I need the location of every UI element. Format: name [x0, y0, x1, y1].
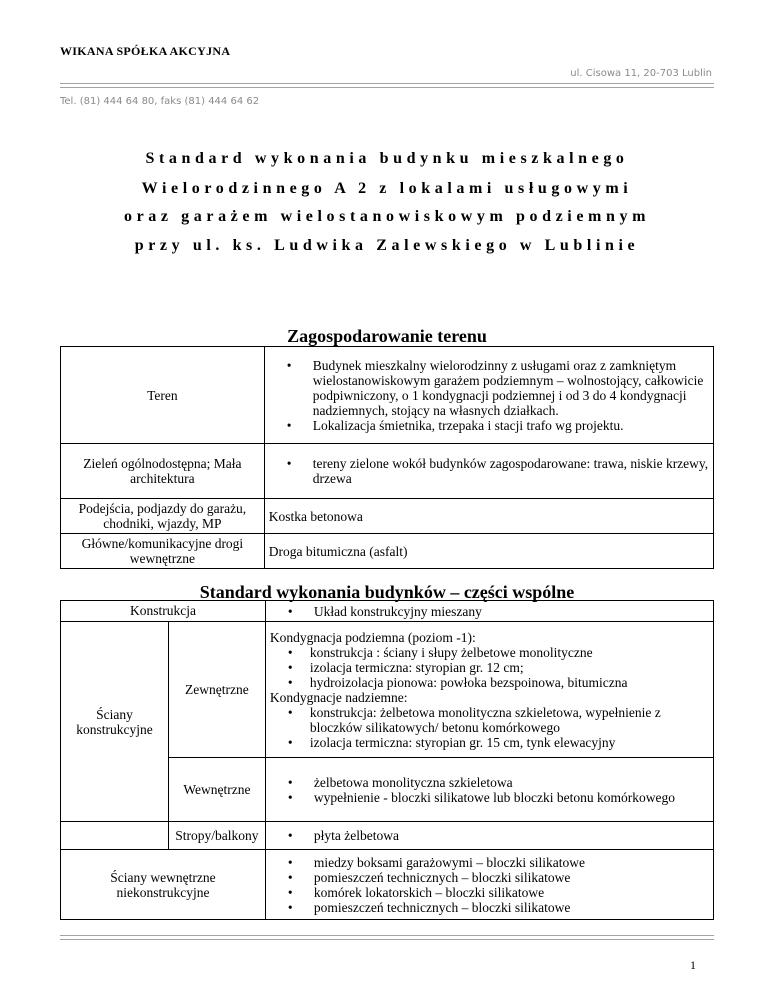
table-row: [61, 622, 714, 758]
row-label-drogi: Główne/komunikacyjne drogi wewnętrzne: [61, 534, 265, 569]
title-line-2: Wielorodzinnego A 2 z lokalami usługowymi: [141, 180, 633, 197]
table-row: [61, 347, 714, 444]
list-item: • wypełnienie - bloczki silikatowe lub bloczki betonu komórkowego: [314, 790, 709, 805]
row-value-teren: [264, 347, 713, 444]
list-item: • hydroizolacja pionowa: powłoka bezspoinowa, bitumiczna: [310, 675, 709, 690]
title-line-1: Standard wykonania budynku mieszkalnego: [145, 150, 629, 167]
table-row: [61, 601, 714, 622]
list-item: • konstrukcja : ściany i słupy żelbetowe monolityczne: [310, 645, 709, 660]
row-label-konstrukcja: Konstrukcja: [61, 601, 266, 622]
list-item: • izolacja termiczna: styropian gr. 15 cm, tynk elewacyjny: [310, 735, 709, 750]
list-item: • pomieszczeń technicznych – bloczki silikatowe: [314, 900, 709, 915]
site-table: [60, 346, 714, 569]
table-row: [61, 534, 714, 569]
row-value-zewnetrzne: [265, 622, 713, 758]
row-label-stropy: Stropy/balkony: [168, 822, 265, 850]
row-value-niekonstrukcyjne: [265, 850, 713, 920]
table-row: [61, 850, 714, 920]
list-item: • tereny zielone wokół budynków zagospodarowane: trawa, niskie krzewy, drzewa: [313, 456, 709, 486]
sub-heading-podziemna: Kondygnacja podziemna (poziom -1):: [269, 629, 476, 645]
list-item: • Budynek mieszkalny wielorodzinny z usługami oraz z zamkniętym wielostanowiskowym garażem podziemnym – wolnostojący, całkowicie podpiwniczony, o 1 kondygnacji podziemnej i od 3 do 4 kondygnacji nadziemnych, stojący na własnych działkach.: [313, 358, 709, 418]
row-value-podjazdy: Kostka betonowa: [264, 499, 713, 534]
footer-rule: [60, 935, 714, 940]
empty-cell: [61, 822, 169, 850]
row-value-zielen: [264, 444, 713, 499]
list-item: • pomieszczeń technicznych – bloczki silikatowe: [314, 870, 709, 885]
row-label-podjazdy: Podejścia, podjazdy do garażu, chodniki, wjazdy, MP: [61, 499, 265, 534]
table-row: [61, 444, 714, 499]
row-value-drogi: Droga bitumiczna (asfalt): [264, 534, 713, 569]
list-item: • żelbetowa monolityczna szkieletowa: [314, 775, 709, 790]
list-item: • izolacja termiczna: styropian gr. 12 cm;: [310, 660, 709, 675]
row-label-zielen: Zieleń ogólnodostępna; Mała architektura: [61, 444, 265, 499]
title-line-3: oraz garażem wielostanowiskowym podziemnym: [123, 208, 651, 225]
row-label-teren: Teren: [61, 347, 265, 444]
sub-heading-nadziemne: Kondygnacje nadziemne:: [269, 689, 408, 705]
company-phone: Tel. (81) 444 64 80, faks (81) 444 64 62: [60, 96, 260, 107]
row-value-konstrukcja: [265, 601, 713, 622]
list-item: • konstrukcja: żelbetowa monolityczna szkieletowa, wypełnienie z bloczków silikatowych/ betonu komórkowego: [310, 705, 709, 735]
title-line-4: przy ul. ks. Ludwika Zalewskiego w Lublinie: [134, 237, 640, 254]
list-item: • Układ konstrukcyjny mieszany: [314, 604, 709, 619]
table-row: [61, 822, 714, 850]
list-item: • Lokalizacja śmietnika, trzepaka i stacji trafo wg projektu.: [313, 418, 709, 433]
row-label-wewnetrzne: Wewnętrzne: [168, 758, 265, 822]
list-item: • miedzy boksami garażowymi – bloczki silikatowe: [314, 855, 709, 870]
table-row: [61, 499, 714, 534]
row-label-niekonstrukcyjne: Ściany wewnętrzne niekonstrukcyjne: [61, 850, 266, 920]
page-number: 1: [690, 958, 696, 972]
section-heading-site: Zagospodarowanie terenu: [287, 326, 487, 346]
company-address: ul. Cisowa 11, 20-703 Lublin: [570, 68, 712, 79]
section-heading-common: Standard wykonania budynków – części wspólne: [199, 582, 575, 602]
common-parts-table: [60, 600, 714, 920]
row-value-wewnetrzne: [265, 758, 713, 822]
row-label-sciany-konstrukcyjne: Ściany konstrukcyjne: [61, 622, 169, 822]
header-rule: [60, 83, 714, 88]
list-item: • płyta żelbetowa: [314, 828, 709, 843]
row-label-zewnetrzne: Zewnętrzne: [168, 622, 265, 758]
company-name: WIKANA SPÓŁKA AKCYJNA: [60, 44, 231, 58]
row-value-stropy: [265, 822, 713, 850]
list-item: • komórek lokatorskich – bloczki silikatowe: [314, 885, 709, 900]
